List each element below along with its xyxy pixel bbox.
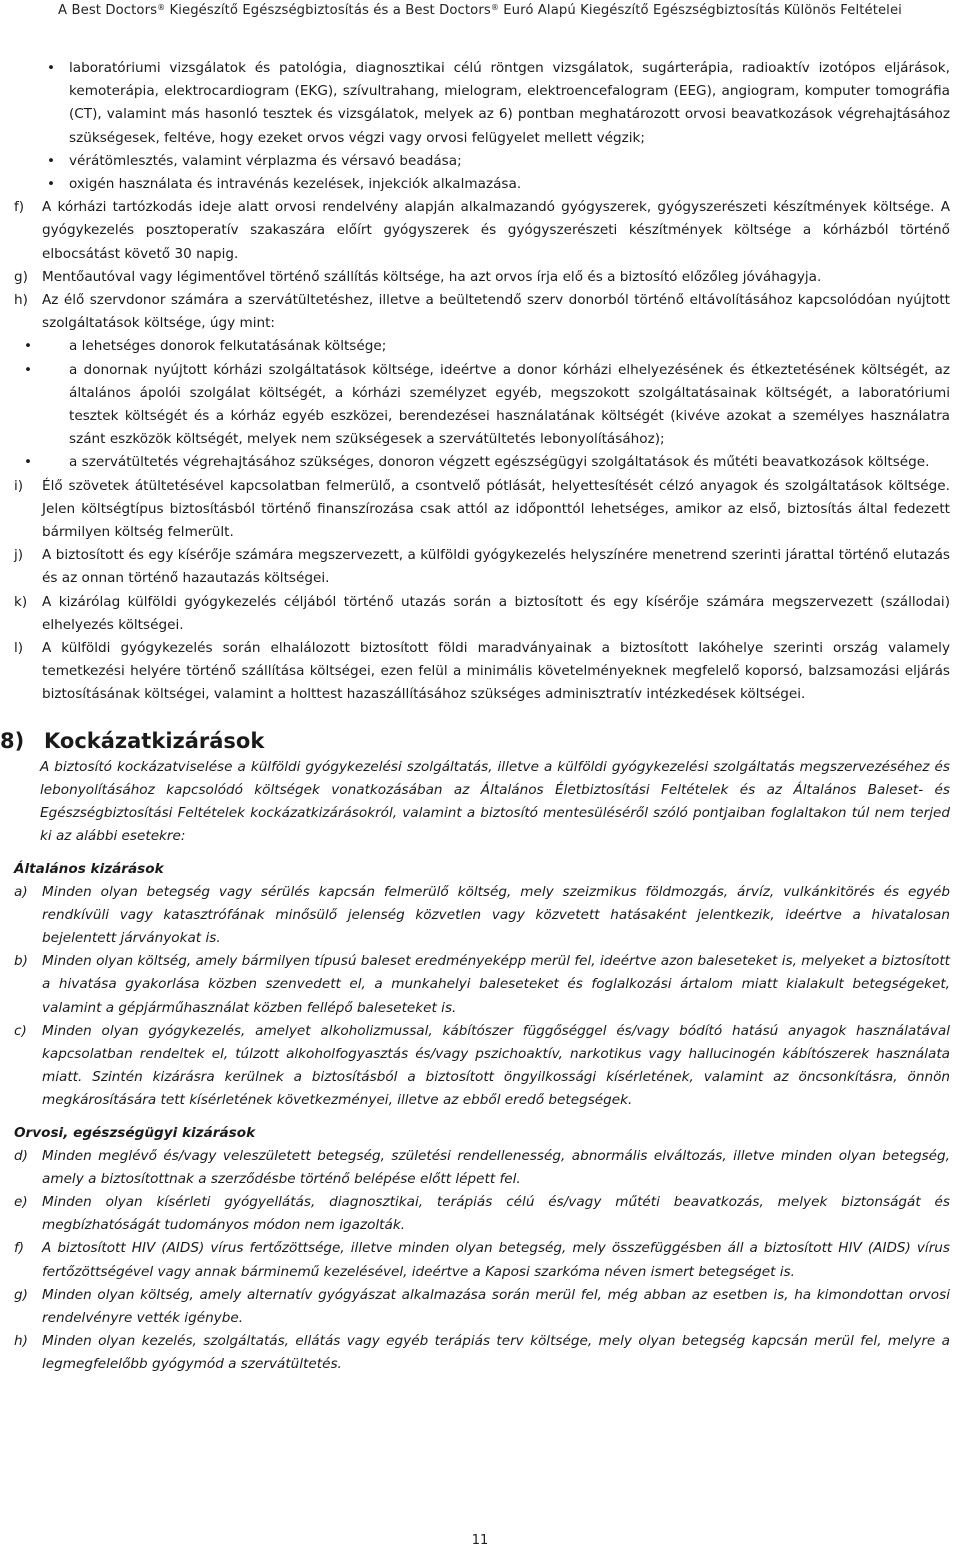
item-text: Minden olyan betegség vagy sérülés kapcsán felmerülő költség, mely szeizmikus földmozgás, árvíz, vulkánkitörés és egyéb rendkívüli vagy katasztrófának minősülő jelenség közvetlen vagy közvetett hatásaként jelentkezik, ideértve a hivatalosan bejelentett járványokat is. — [42, 883, 950, 946]
item-text: Minden olyan költség, amely bármilyen típusú baleset eredményeképp merül fel, ideértve azon baleseteket is, melyeket a biztosított a hivatása gyakorlása közben szenvedett el, a munkahelyi baleseteket és foglalkozási ártalom miatt kialakult betegségeket, valamint a gépjárműhasználat közben fellépő baleseteket is. — [42, 953, 950, 1016]
item-label: j) — [14, 547, 24, 564]
section-heading — [0, 726, 950, 756]
bullet-item: • a donornak nyújtott kórházi szolgáltatások költsége, ideértve a donor kórházi elhelyezésének és étkeztetésének költségét, az általános ápolói szolgálat költségét, a kórházi személyzet egyéb, megszokott szolgáltatásainak költségét, a laboratóriumi tesztek költségét és a kórház egyéb eszközei, berendezései használatának költségét (kivéve azokat a személyes használatra szánt eszközök költségét, melyek nem szükségesek a szervátültetés lebonyolításához); — [14, 359, 950, 452]
item-label: f) — [14, 199, 25, 216]
exclusion-item-e — [14, 1191, 950, 1237]
item-text: A külföldi gyógykezelés során elhalálozott biztosított földi maradványainak a biztosított lakóhelye szerinti ország valamely temetkezési helyére történő szállítása költségei, ezen felül a minimális követelményeknek megfelelő koporsó, balzsamozási eljárás biztosításának költségei, valamint a holttest hazaszállításához szükséges adminisztratív intézkedések költségei. — [42, 640, 950, 703]
item-label: g) — [14, 268, 28, 285]
subheading-general-exclusions: Általános kizárások — [14, 860, 164, 877]
item-text: A kórházi tartózkodás ideje alatt orvosi rendelvény alapján alkalmazandó gyógyszerek, gyógyszerészeti készítmények költsége. A gyógykezelés posztoperatív szakaszára előírt gyógyszerek és gyógyszerészeti készítmények költsége a kórházból történő elbocsátást követő 30 napig. — [42, 199, 950, 262]
list-item-i — [14, 475, 950, 545]
item-label: k) — [14, 593, 28, 610]
item-text: Az élő szervdonor számára a szervátültetéshez, illetve a beültetendő szerv donorból történő eltávolításához kapcsolódóan nyújtott szolgáltatások költsége, úgy mint: — [42, 292, 950, 332]
exclusion-item-d — [14, 1145, 950, 1191]
exclusion-item-h — [14, 1330, 950, 1376]
exclusion-item-g — [14, 1284, 950, 1330]
item-text: A biztosított és egy kísérője számára megszervezett, a külföldi gyógykezelés helyszínére menetrend szerinti járattal történő elutazás és az onnan történő hazautazás költségei. — [42, 547, 950, 587]
item-text: Mentőautóval vagy légimentővel történő szállítás költsége, ha azt orvos írja elő és a biztosító előzőleg jóváhagyja. — [42, 268, 822, 285]
list-item-l — [14, 637, 950, 707]
item-label: c) — [14, 1022, 27, 1039]
registered-mark: ® — [157, 3, 166, 12]
list-item-f — [14, 196, 950, 266]
item-label: e) — [14, 1193, 28, 1210]
item-label: h) — [14, 292, 28, 309]
exclusion-item-c — [14, 1020, 950, 1113]
item-label: h) — [14, 1333, 28, 1350]
list-item-g — [14, 266, 950, 289]
list-item-j — [14, 544, 950, 590]
item-label: l) — [14, 640, 24, 657]
section-number: 8) — [0, 728, 25, 753]
registered-mark: ® — [490, 3, 499, 12]
item-label: i) — [14, 477, 24, 494]
item-label: g) — [14, 1286, 28, 1303]
item-text: A kizárólag külföldi gyógykezelés céljából történő utazás során a biztosított és egy kísérője számára megszervezett (szállodai) elhelyezés költségei. — [42, 593, 950, 633]
bullet-item: • a szervátültetés végrehajtásához szükséges, donoron végzett egészségügyi szolgáltatások és műtéti beavatkozások költsége. — [14, 451, 950, 474]
item-text: Minden olyan gyógykezelés, amelyet alkoholizmussal, kábítószer függőséggel és/vagy bódító hatású anyagok használatával kapcsolatban rendeltek el, túlzott alkoholfogyasztás és/vagy pszichoaktív, narkotikus vagy hallucinogén kábítószerek használata miatt. Szintén kizárásra kerülnek a biztosításból a biztosított öngyilkossági kísérletének, valamint az öncsonkításra, önnön megkárosítására tett kísérletének következményei, illetve az ebből eredő betegségek. — [42, 1022, 950, 1109]
bullet-item: • oxigén használata és intravénás kezelések, injekciók alkalmazása. — [14, 173, 950, 196]
page-number: 11 — [471, 1533, 489, 1548]
item-text: Minden olyan kísérleti gyógyellátás, diagnosztikai, terápiás célú és/vagy műtéti beavatkozás, melyek biztonságát és megbízhatóságát tudományos módon nem igazolták. — [42, 1193, 950, 1234]
item-label: d) — [14, 1147, 28, 1164]
exclusion-item-b — [14, 950, 950, 1020]
list-item-k — [14, 591, 950, 637]
item-text: Minden olyan költség, amely alternatív gyógyászat alkalmazása során merül fel, még abban az esetben is, ha kimondottan orvosi rendelvényre vették igénybe. — [42, 1286, 950, 1326]
document-body — [0, 57, 950, 1377]
header-text-1: A Best Doctors — [58, 3, 158, 18]
list-item-h — [14, 289, 950, 335]
section-title: Kockázatkizárások — [44, 728, 265, 753]
item-text: Minden meglévő és/vagy veleszületett betegség, születési rendellenesség, abnormális elváltozás, illetve minden olyan betegség, amely a biztosítottnak a szerződésbe történő belépése előtt lépett fel. — [42, 1147, 950, 1187]
item-label: f) — [14, 1240, 25, 1257]
section-intro: A biztosító kockázatviselése a külföldi gyógykezelési szolgáltatás, illetve a külföldi gyógykezelési szolgáltatás megszervezéséhez és lebonyolításához kapcsolódó költségek vonatkozásában az Általános Életbiztosítási Feltételek és az Általános Baleset- és Egészségbiztosítási Feltételek kockázatkizárásokról, valamint a biztosító mentesüléséről szóló pontjaiban foglaltakon túl nem terjed ki az alábbi esetekre: — [40, 758, 950, 845]
bullet-item: • a lehetséges donorok felkutatásának költsége; — [14, 335, 950, 358]
header-text-2: Kiegészítő Egészségbiztosítás és a Best Doctors — [165, 3, 491, 18]
item-text: A biztosított HIV (AIDS) vírus fertőzöttsége, illetve minden olyan betegség, mely összefüggésben áll a biztosított HIV (AIDS) vírus fertőzöttségével vagy annak bárminemű kezelésével, ideértve a Kaposi szarkóma néven ismert betegséget is. — [42, 1240, 950, 1280]
exclusion-item-f — [14, 1237, 950, 1283]
item-label: a) — [14, 883, 28, 900]
header-text-3: Euró Alapú Kiegészítő Egészségbiztosítás Különös Feltételei — [498, 3, 902, 18]
item-label: b) — [14, 953, 28, 970]
item-text: Minden olyan kezelés, szolgáltatás, ellátás vagy egyéb terápiás terv költsége, mely olyan betegség kapcsán merül fel, melyre a legmegfelelőbb gyógymód a szervátültetés. — [42, 1333, 950, 1373]
subheading-medical-exclusions: Orvosi, egészségügyi kizárások — [14, 1124, 256, 1141]
bullet-item: • laboratóriumi vizsgálatok és patológia, diagnosztikai célú röntgen vizsgálatok, sugárterápia, radioaktív izotópos eljárások, kemoterápia, elektrocardiogram (EKG), szívultrahang, mielogram, elektroencefalogram (EEG), angiogram, komputer tomográfia (CT), valamint más hasonló tesztek és vizsgálatok, melyek az 6) pontban meghatározott orvosi beavatkozások végrehajtásához szükségesek, feltéve, hogy ezeket orvos végzi vagy orvosi felügyelet mellett végzik; — [14, 57, 950, 150]
page-header — [0, 3, 960, 18]
exclusion-item-a — [14, 881, 950, 951]
bullet-item: • vérátömlesztés, valamint vérplazma és vérsavó beadása; — [14, 150, 950, 173]
item-text: Élő szövetek átültetésével kapcsolatban felmerülő, a csontvelő pótlását, helyettesítését célzó anyagok és szolgáltatások költsége. Jelen költségtípus biztosításból történő finanszírozása csak attól az időponttól lehetséges, amikor az első, biztosítás által fedezett bármilyen költség felmerült. — [42, 477, 950, 541]
